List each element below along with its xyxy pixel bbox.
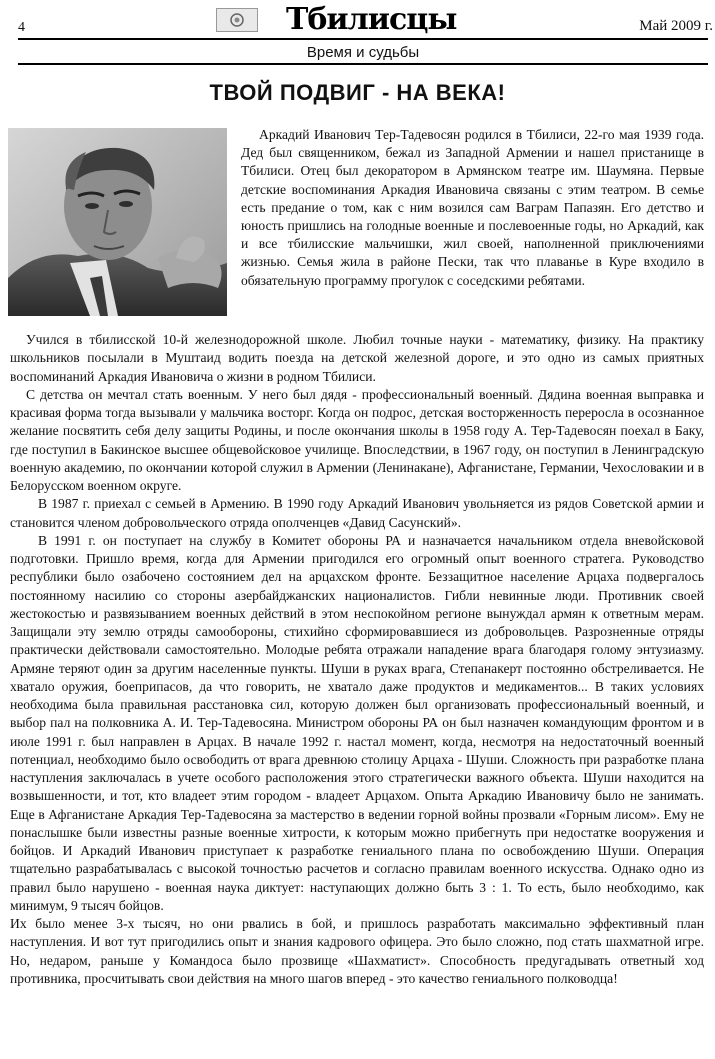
article-paragraph: В 1987 г. приехал с семьей в Армению. В 1990 году Аркадий Иванович увольняется из рядов Советской армии и становится членом добровольческого отряда ополченцев «Давид Сасунский». — [10, 496, 704, 530]
emblem-icon — [216, 8, 258, 32]
article-body — [10, 331, 704, 988]
article-paragraph: С детства он мечтал стать военным. У него был дядя - профессиональный военный. Дядина военная выправка и красивая форма тогда вызывали у мальчика восторг. Когда он подрос, детская восторженность переросла в осознанное желание посвятить себя делу защиты Родины, и после окончания школы в 1958 году А. Тер-Тадевосян поехал в Баку, где поступил в Бакинское высшее общевойсковое училище. Впоследствии, в 1967 году, он поступил в Ленинградскую военную академию, по окончании которой служил в Армении (Ленинакане), Афганистане, Германии, Чехословакии и в Белорусском военном округе. — [10, 386, 704, 493]
newspaper-logo: Тбилисцы — [286, 2, 457, 37]
issue-date: Май 2009 г. — [639, 18, 713, 34]
article-paragraph: Их было менее 3-х тысяч, но они рвались в бой, и пришлось разработать максимально эффективный план наступления. И вот тут пригодились опыт и знания кадрового офицера. Это было сложно, под стать шахматной игре. Но, недаром, раньше у Командоса было прозвище «Шахматист». Способность предугадывать ответный ход противника, просчитывать свои действия на много шагов вперед - это качество гениального полководца! — [10, 916, 704, 986]
emblem-glyph — [226, 12, 248, 28]
article-title: ТВОЙ ПОДВИГ - НА ВЕКА! — [209, 80, 506, 105]
page-number: 4 — [18, 20, 25, 35]
header-rule-bottom — [18, 63, 708, 65]
article-paragraph: В 1991 г. он поступает на службу в Комитет обороны РА и назначается начальником отдела вневойсковой подготовки. Пришло время, когда для Армении пригодился его огромный опыт военного стратега. Руководство республики было озабочено состоянием дел на арцахском фронте. Беззащитное население Арцаха подвергалось постоянному насилию со стороны азербайджанских националистов. Гибли невинные люди. Противник своей жестокостью и развязыванием военных действий в этом неспокойном регионе вынуждал армян к ответным мерам. Защищали эту землю отряды самообороны, стихийно сформировавшиеся из добровольцев. Разрозненные отряды практически действовали самостоятельно. Молодые ребята отражали нападение врага благодаря голому энтузиазму. Армяне теряют один за другим населенные пункты. Шуши в руках врага, Степанакерт постоянно обстреливается. Не хватало оружия, боеприпасов, да что говорить, не хватало даже продуктов и медикаментов... В таких условиях необходима была правильная расстановка сил, которую должен был организовать профессиональный военный, и выбор пал на полковника А. И. Тер-Тадевосяна. Министром обороны РА он был назначен командующим фронтом и в июле 1991 г. был направлен в Арцах. В начале 1992 г. настал момент, когда, несмотря на недостаточный военный потенциал, необходимо было освободить от врага древнюю столицу Арцаха - Шуши. Сложность при разработке плана наступления заключалась в учете особого расположения этого стратегически важного объекта. Шуши находится на возвышенности, и тот, кто владеет этим городом - владеет Арцахом. Опыта Аркадию Ивановичу было не занимать. Еще в Афганистане Аркадия Тер-Тадевосяна за мастерство в ведении горной войны прозвали «Горным лисом». Ему не понаслышке были известны разные военные хитрости, к которым можно прибегнуть при недостатке вооружения и бойцов. И Аркадий Иванович приступает к разработке гениального плана по освобождению Шуши. Операция тщательно разрабатывалась с высокой точностью расчетов и согласно правилам военного искусства. Однако одно из правил было нарушено - военная наука диктует: наступающих должно быть 3 : 1. То есть, было необходимо, как минимум, 9 тысяч бойцов. — [10, 532, 704, 913]
article-paragraph: Учился в тбилисской 10-й железнодорожной школе. Любил точные науки - математику, физику. На практику школьников посылали в Муштаид водить поезда на детской железной дороге, и это одно из самых приятных воспоминаний Аркадия Ивановича о жизни в родном Тбилиси. — [10, 332, 704, 384]
header-rule-top — [18, 38, 708, 40]
article-intro: Аркадий Иванович Тер-Тадевосян родился в Тбилиси, 22-го мая 1939 года. Дед был священником, бежал из Западной Армении и нашел пристанище в Тбилиси. Отец был декоратором в Армянском театре им. Шаумяна. Первые детские воспоминания Аркадия Ивановича связаны с этим театром. В семье есть предание о том, как с ним возился сам Ваграм Папазян. Его детство и юность пришлись на голодные военные и послевоенные годы, но Аркадий, как и все тбилисские мальчишки, жил своей, наполненной приключениями жизнью. Семья жила в районе Пески, так что плаванье в Куре входило в обязательную программу прогулок с соседскими ребятами. — [241, 127, 704, 288]
portrait-illustration — [8, 128, 227, 316]
section-title: Время и судьбы — [306, 44, 420, 61]
portrait-photo — [8, 128, 227, 316]
